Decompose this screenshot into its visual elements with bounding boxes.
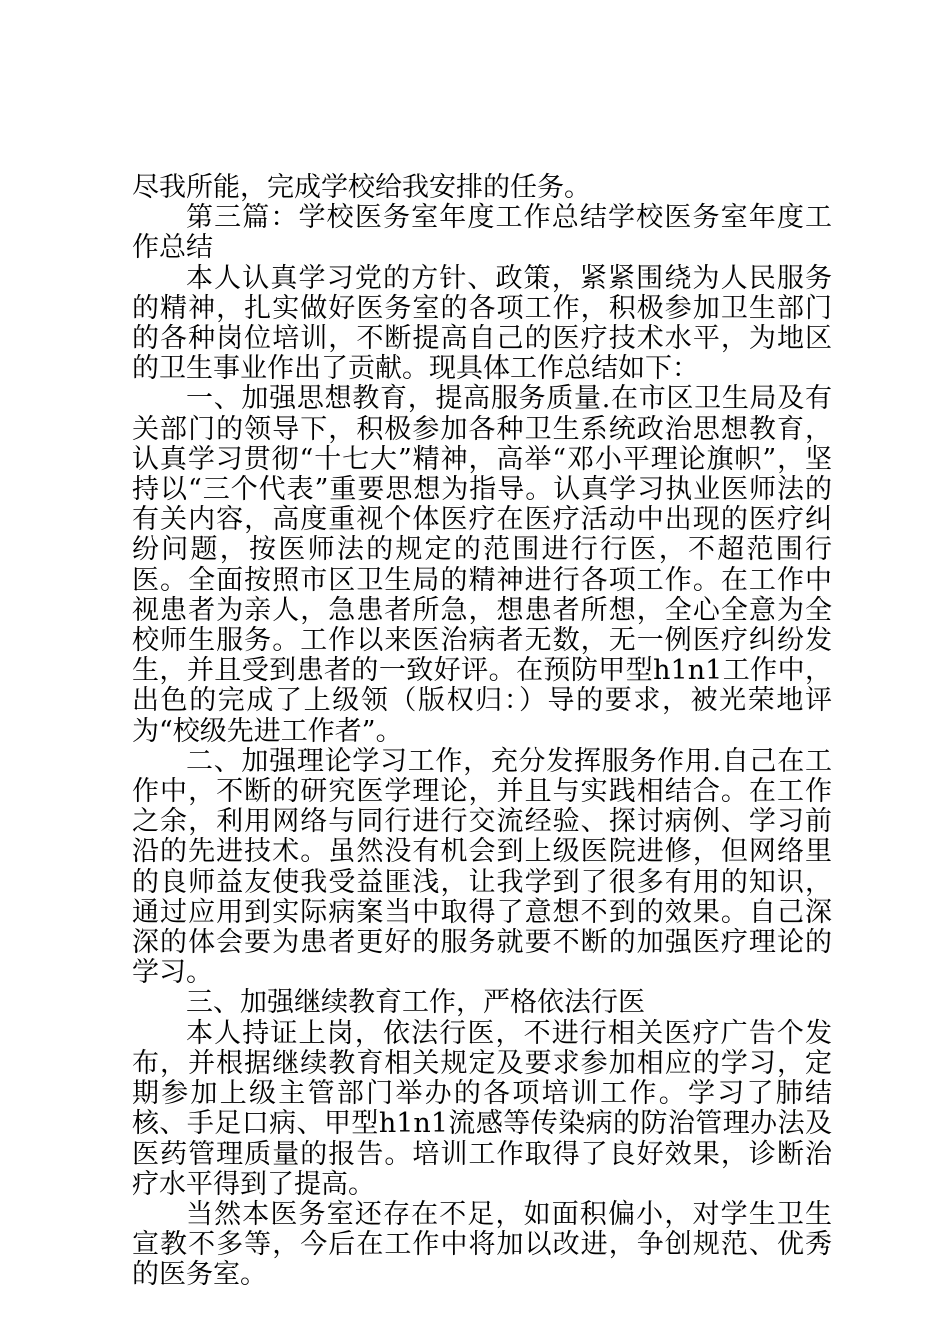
paragraph-intro: 本人认真学习党的方针、政策，紧紧围绕为人民服务的精神，扎实做好医务室的各项工作，积极参加卫生部门的各种岗位培训，不断提高自己的医疗技术水平，为地区的卫生事业作出了贡献。现具体工作总结如下： (132, 262, 832, 385)
paragraph-point-one: 一、加强思想教育，提高服务质量.在市区卫生局及有关部门的领导下，积极参加各种卫生系统政治思想教育，认真学习贯彻“十七大”精神，高举“邓小平理论旗帜”，坚持以“三个代表”重要思想为指导。认真学习执业医师法的有关内容，高度重视个体医疗在医疗活动中出现的医疗纠纷问题，按医师法的规定的范围进行行医，不超范围行医。全面按照市区卫生局的精神进行各项工作。在工作中视患者为亲人，急患者所急，想患者所想，全心全意为全校师生服务。工作以来医治病者无数，无一例医疗纠纷发生，并且受到患者的一致好评。在预防甲型h1n1工作中，出色的完成了上级领（版权归：）导的要求，被光荣地评为“校级先进工作者”。 (132, 383, 832, 747)
paragraph-continuation: 尽我所能，完成学校给我安排的任务。 (132, 172, 591, 203)
section-heading: 第三篇：学校医务室年度工作总结学校医务室年度工作总结 (132, 202, 832, 264)
paragraph-point-three-body: 本人持证上岗，依法行医，不进行相关医疗广告个发布，并根据继续教育相关规定及要求参加相应的学习，定期参加上级主管部门举办的各项培训工作。学习了肺结核、手足口病、甲型h1n1流感等传染病的防治管理办法及医药管理质量的报告。培训工作取得了良好效果，诊断治疗水平得到了提高。 (132, 1017, 832, 1200)
document-body (132, 173, 832, 1291)
paragraph-conclusion: 当然本医务室还存在不足，如面积偏小，对学生卫生宣教不多等，今后在工作中将加以改进，争创规范、优秀的医务室。 (132, 1198, 832, 1291)
paragraph-point-two: 二、加强理论学习工作，充分发挥服务作用.自己在工作中，不断的研究医学理论，并且与实践相结合。在工作之余，利用网络与同行进行交流经验、探讨病例、学习前沿的先进技术。虽然没有机会到上级医院进修，但网络里的良师益友使我受益匪浅，让我学到了很多有用的知识，通过应用到实际病案当中取得了意想不到的效果。自己深深的体会要为患者更好的服务就要不断的加强医疗理论的学习。 (132, 745, 832, 989)
paragraph-point-three-heading: 三、加强继续教育工作，严格依法行医 (186, 987, 645, 1019)
